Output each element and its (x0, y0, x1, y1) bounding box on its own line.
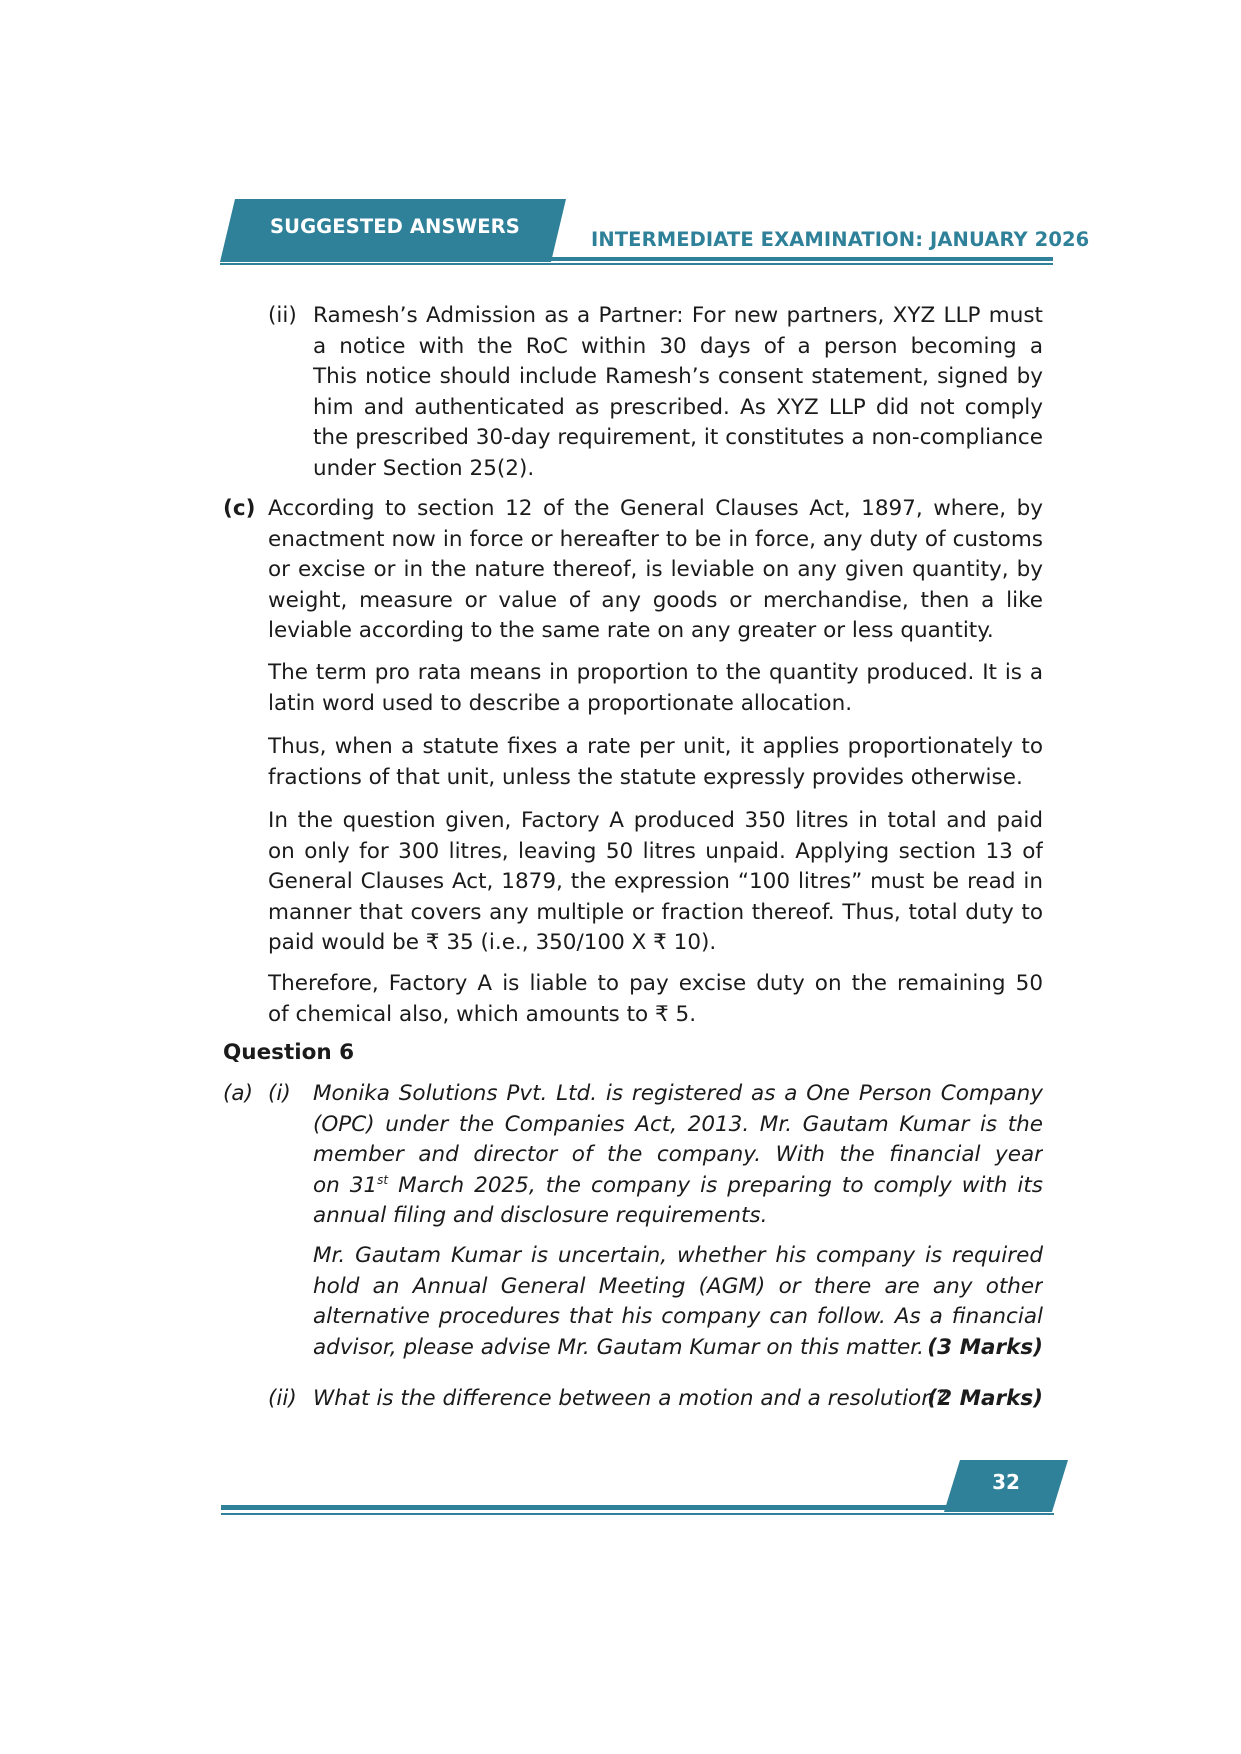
text-line: manner that covers any multiple or fraction thereof. Thus, total duty to (268, 899, 1043, 925)
text-line: Mr. Gautam Kumar is uncertain, whether his company is required (313, 1243, 1043, 1268)
marks-label: (3 Marks) (927, 1334, 1043, 1360)
footer-rule-thin (221, 1513, 1054, 1515)
text-line: Ramesh’s Admission as a Partner: For new partners, XYZ LLP must (313, 303, 1043, 328)
question-6a-marker: (a) (223, 1081, 253, 1106)
text-line: under Section 25(2). (313, 455, 535, 481)
text-fragment: March 2025, the company is preparing to comply with its (388, 1172, 1043, 1198)
text-line: latin word used to describe a proportionate allocation. (268, 690, 853, 716)
text-line: annual filing and disclosure requirements. (313, 1203, 768, 1229)
text-line: enactment now in force or hereafter to be in force, any duty of customs (268, 526, 1043, 552)
text-line: of chemical also, which amounts to ₹ 5. (268, 1001, 697, 1027)
text-line: alternative procedures that his company can follow. As a financial (313, 1304, 1043, 1330)
question-6-heading: Question 6 (223, 1040, 355, 1065)
text-line: Monika Solutions Pvt. Ltd. is registered as a One Person Company (313, 1081, 1043, 1106)
item-ii-marker: (ii) (268, 303, 297, 328)
text-fragment: on 31 (313, 1172, 378, 1198)
question-6a-ii-line (313, 1384, 1043, 1415)
text-line: According to section 12 of the General Clauses Act, 1897, where, by (268, 496, 1043, 521)
header-right-title: INTERMEDIATE EXAMINATION: JANUARY 2026 (591, 228, 1090, 251)
header-rule-thick (548, 257, 1053, 261)
text-line: the prescribed 30-day requirement, it constitutes a non-compliance (313, 425, 1043, 451)
item-c-paragraph-5 (268, 969, 1043, 1030)
text-line: This notice should include Ramesh’s consent statement, signed by (313, 364, 1043, 390)
item-ii-paragraph (313, 301, 1043, 485)
text-line: him and authenticated as prescribed. As XYZ LLP did not comply (313, 394, 1043, 420)
item-c-paragraph-4 (268, 806, 1043, 959)
text-line: weight, measure or value of any goods or merchandise, then a like (268, 587, 1043, 613)
text-line-with-marks (313, 1333, 1043, 1364)
text-line: a notice with the RoC within 30 days of a person becoming a (313, 333, 1043, 359)
text-line: The term pro rata means in proportion to the quantity produced. It is a (268, 660, 1043, 685)
item-c-marker: (c) (223, 496, 256, 521)
text-line: Therefore, Factory A is liable to pay excise duty on the remaining 50 (268, 971, 1043, 996)
page-number: 32 (992, 1470, 1020, 1494)
text-line: paid would be ₹ 35 (i.e., 350/100 X ₹ 10). (268, 930, 717, 956)
text-line: General Clauses Act, 1879, the expression “100 litres” must be read in (268, 869, 1043, 895)
text-fragment: What is the difference between a motion and a resolution? (313, 1386, 947, 1411)
ordinal-superscript: st (377, 1172, 389, 1187)
item-c-paragraph-3 (268, 732, 1043, 793)
question-6a-i-paragraph-2 (313, 1241, 1043, 1363)
question-6a-i-marker: (i) (268, 1081, 291, 1106)
text-line: fractions of that unit, unless the statute expressly provides otherwise. (268, 764, 1023, 790)
header-left-label: SUGGESTED ANSWERS (270, 215, 520, 238)
text-line: (OPC) under the Companies Act, 2013. Mr. Gautam Kumar is the (313, 1111, 1043, 1137)
item-c-paragraph-1 (268, 494, 1043, 647)
text-line: on only for 300 litres, leaving 50 litres unpaid. Applying section 13 of (268, 838, 1043, 864)
question-6a-i-paragraph-1 (313, 1079, 1043, 1232)
text-line: leviable according to the same rate on any greater or less quantity. (268, 618, 994, 644)
question-6a-ii-marker: (ii) (268, 1386, 297, 1411)
text-line: or excise or in the nature thereof, is leviable on any given quantity, by (268, 557, 1043, 583)
text-line: hold an Annual General Meeting (AGM) or there are any other (313, 1273, 1043, 1299)
text-line: member and director of the company. With the financial year (313, 1142, 1043, 1168)
text-line-with-marks (313, 1384, 1043, 1415)
text-line: In the question given, Factory A produced 350 litres in total and paid (268, 808, 1043, 833)
item-c-paragraph-2 (268, 658, 1043, 719)
marks-label: (2 Marks) (927, 1386, 1043, 1411)
text-line: Thus, when a statute fixes a rate per unit, it applies proportionately to (268, 734, 1043, 759)
text-fragment: advisor, please advise Mr. Gautam Kumar on this matter. (313, 1334, 924, 1360)
header-rule-thin (220, 263, 1053, 265)
footer-rule-thick (221, 1505, 964, 1510)
text-line-with-superscript (313, 1171, 1043, 1202)
